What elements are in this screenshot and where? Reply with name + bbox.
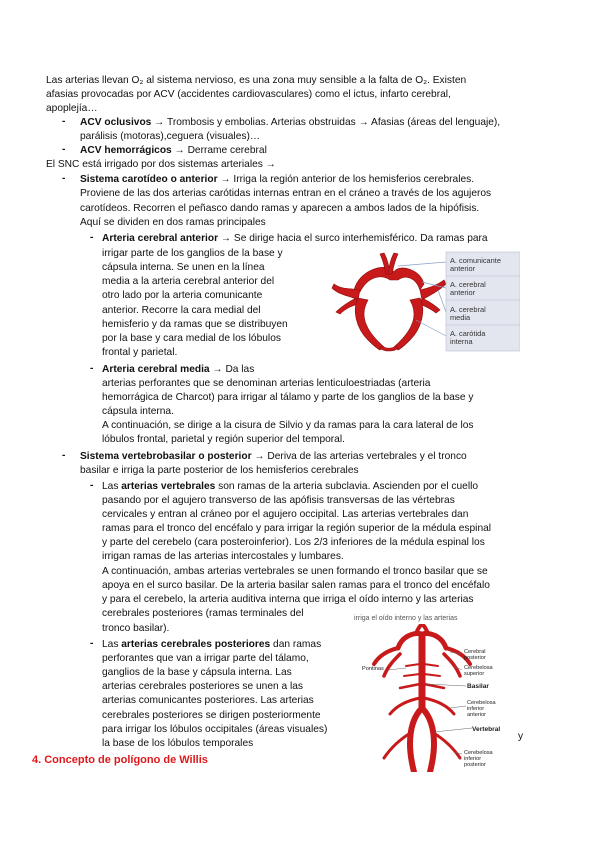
carotid-line-4: Aquí se dividen en dos ramas principales [80, 217, 266, 228]
label-comunicante-anterior-1: A. comunicante [450, 256, 501, 265]
intro-line-3: apoplejía… [46, 103, 98, 114]
media-text-1: → Da las [209, 364, 255, 375]
carotid-text-1: → Irriga la región anterior de los hemisferios cerebrales. [217, 174, 475, 185]
carotid-artery-drawing [332, 253, 446, 351]
anterior-text-1: → Se dirige hacia el surco interhemisférico. Da ramas para [218, 233, 488, 244]
label-cerebral-posterior-2: posterior [464, 655, 486, 661]
posteriores-line-1 [102, 638, 321, 651]
carotid-line-2: Proviene de las dos arterias carótidas internas entran en el cráneo a través de los agujeros [80, 188, 492, 199]
vertebrobasilar-figure [354, 624, 512, 772]
intro-line-1: Las arterias llevan O₂ al sistema nervioso, es una zona muy sensible a la falta de O₂. Existen [46, 75, 467, 86]
vertebrales-line-4: ramas para el tronco del encéfalo y para irrigar la región superior de la médula espinal [102, 523, 492, 534]
bullet-dash: - [62, 450, 66, 461]
anterior-line-4: media a la arteria cerebral anterior del [102, 276, 275, 287]
label-cerebelosa-superior-2: superior [464, 671, 485, 677]
media-line-2: arterias perforantes que se denominan arterias lenticuloestriadas (arteria [102, 378, 431, 389]
media-line-3: hemorrágica de Charcot) para irrigar al tálamo y parte de los ganglios de la base y [102, 392, 474, 403]
vertebrales-line-2: pasando por el agujero transverso de las apófisis transversas de las vértebras [102, 495, 455, 506]
posteriores-line-7: para irrigar los lóbulos occipitales (áreas visuales) [102, 724, 328, 735]
vertebrales-text-1: son ramas de la arteria subclavia. Ascienden por el cuello [215, 481, 479, 492]
label-cerebral-media-1: A. cerebral [450, 305, 486, 314]
carotid-term: Sistema carotídeo o anterior [80, 174, 218, 185]
media-line-4: cápsula interna. [102, 406, 174, 417]
acv-hemorrhagic-term: ACV hemorrágicos [80, 145, 172, 156]
vertebro-line-1 [80, 450, 467, 463]
posteriores-line-4: arterias cerebrales posteriores se unen a las [102, 681, 304, 692]
label-cerebral-anterior-1: A. cerebral [450, 280, 486, 289]
label-cerebelosa-inf-posterior-1: Cerebelosa [464, 750, 493, 756]
posteriores-line-8: la base de los lóbulos temporales [102, 738, 254, 749]
carotid-line-3: carotídeos. Recorren el peñasco dando ramas y aparecen a ambos lados de la hipófisis. [80, 203, 480, 214]
posteriores-y: y [518, 731, 524, 742]
vertebro-term: Sistema vertebrobasilar o posterior [80, 451, 252, 462]
vertebrales-line-11: tronco basilar). [102, 623, 170, 634]
label-vertebral: Vertebral [472, 726, 501, 733]
vertebrales-line-6: irrigan ramas de las arterias intercostales y lumbares. [102, 551, 344, 562]
intro-line-2: afasias provocadas por ACV (accidentes cardiovasculares) como el ictus, infarto cerebral, [46, 89, 451, 100]
label-cerebral-posterior-1: Cerebral [464, 649, 486, 655]
figure2-caption-cut: irriga el oído interno y las arterias [354, 615, 458, 622]
vertebrales-term: arterias vertebrales [121, 481, 216, 492]
acv-hemorrhagic-line [80, 144, 267, 157]
label-cerebelosa-inf-anterior-2: inferior [467, 706, 485, 712]
label-cerebral-media-2: media [450, 313, 471, 322]
vertebrales-line-3: cervicales y entran al cráneo por el agujero occipital. Las arterias vertebrales dan [102, 509, 469, 520]
acv-occlusive-line-2: parálisis (motoras),ceguera (visuales)… [80, 131, 261, 142]
anterior-term: Arteria cerebral anterior [102, 233, 219, 244]
label-carotida-interna-2: interna [450, 337, 473, 346]
media-line-1 [102, 363, 254, 376]
anterior-line-1 [102, 232, 488, 245]
vertebrales-line-5: y parte del cerebelo (cara posteroinferior). Los 2/3 inferiores de la médula espinal los [102, 537, 485, 548]
acv-occlusive-term: ACV oclusivos [80, 117, 152, 128]
label-cerebelosa-inf-posterior-3: posterior [464, 762, 486, 768]
vertebrales-line-1 [102, 480, 478, 493]
bullet-dash: - [90, 638, 94, 649]
anterior-line-3: cápsula interna. Se unen en la línea [102, 262, 265, 273]
vertebrales-line-9: y para el cerebelo, la arteria auditiva interna que irriga el oído interno y las arterias [102, 594, 474, 605]
section-heading-4: 4. Concepto de polígono de Willis [32, 754, 208, 766]
posteriores-line-2: perforantes que van a irrigar parte del tálamo, [102, 653, 309, 664]
bullet-dash: - [90, 480, 94, 491]
bullet-dash: - [62, 116, 66, 127]
anterior-line-7: hemisferio y da ramas que se distribuyen [102, 319, 288, 330]
posteriores-line-5: arterias comunicantes posteriores. Las arterias [102, 695, 314, 706]
media-line-5: A continuación, se dirige a la cisura de Silvio y da ramas para la cara lateral de los [102, 420, 474, 431]
label-pontinas: Pontinas [362, 666, 384, 672]
anterior-line-6: anterior. Recorre la cara medial del [102, 305, 261, 316]
carotid-line-1 [80, 173, 474, 186]
acv-occlusive-text: → Trombosis y embolias. Arterias obstruidas → Afasias (áreas del lenguaje), [151, 117, 501, 128]
vertebrales-line-10: cerebrales posteriores (ramas terminales del [102, 608, 304, 619]
bullet-dash: - [90, 232, 94, 243]
label-cerebelosa-inf-anterior-1: Cerebelosa [467, 700, 496, 706]
acv-hemorrhagic-text: → Derrame cerebral [171, 145, 267, 156]
anterior-line-8: por la base y cara medial de los lóbulos [102, 333, 281, 344]
posteriores-term: arterias cerebrales posteriores [121, 639, 271, 650]
anterior-line-5: otro lado por la arteria comunicante [102, 290, 263, 301]
bullet-dash: - [62, 173, 66, 184]
bullet-dash: - [62, 144, 66, 155]
vertebro-line-2: basilar e irriga la parte posterior de los hemisferios cerebrales [80, 465, 359, 476]
label-cerebelosa-superior-1: Cerebelosa [464, 665, 493, 671]
label-basilar: Basilar [467, 683, 489, 690]
posteriores-line-3: ganglios de la base y cápsula interna. Las [102, 667, 292, 678]
anterior-line-9: frontal y parietal. [102, 347, 178, 358]
vertebro-text-1: → Deriva de las arterias vertebrales y el tronco [251, 451, 467, 462]
label-cerebelosa-inf-anterior-3: anterior [467, 712, 486, 718]
label-cerebelosa-inf-posterior-2: inferior [464, 756, 482, 762]
vertebrales-line-7: A continuación, ambas arterias vertebrales se unen formando el tronco basilar que se [102, 566, 488, 577]
vertebrales-pre: Las [102, 481, 122, 492]
label-comunicante-anterior-2: anterior [450, 264, 476, 273]
label-carotida-interna-1: A. carótida [450, 329, 486, 338]
posteriores-line-6: cerebrales posteriores se dirigen posteriormente [102, 710, 321, 721]
anterior-line-2: irrigar parte de los ganglios de la base y [102, 248, 283, 259]
bullet-dash: - [90, 363, 94, 374]
media-term: Arteria cerebral media [102, 364, 210, 375]
vertebrales-line-8: apoya en el surco basilar. De la arteria basilar salen ramas para el tronco del encéfalo [102, 580, 490, 591]
carotid-figure [326, 250, 520, 353]
media-line-6: lóbulos frontal, parietal y región superior del temporal. [102, 434, 345, 445]
posteriores-pre: Las [102, 639, 122, 650]
vertebrobasilar-artery-drawing [374, 624, 470, 772]
label-cerebral-anterior-2: anterior [450, 288, 476, 297]
snc-intro: El SNC está irrigado por dos sistemas arteriales → [46, 159, 276, 170]
acv-occlusive-line-1 [80, 116, 500, 129]
posteriores-text-1: dan ramas [270, 639, 322, 650]
